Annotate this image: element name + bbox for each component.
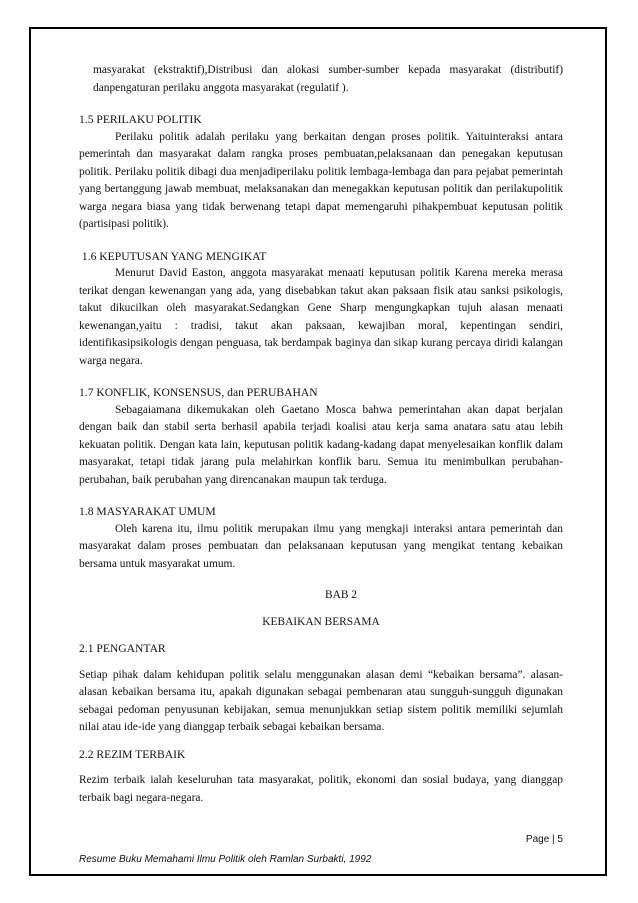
document-body <box>79 62 563 807</box>
footer-citation: Resume Buku Memahami Ilmu Politik oleh Ramlan Surbakti, 1992 <box>79 854 372 865</box>
section-body-1-6: Menurut David Easton, anggota masyarakat menaati keputusan politik Karena mereka merasa terikat dengan kewenangan yang ada, yang disebabkan takut akan paksaan fisik atau sanksi psikologis, takut dikucilkan oleh masyarakat.Sedangkan Gene Sharp mengungkapkan tujuh alasan menaati kewenangan,yaitu : tradisi, takut akan paksaan, kewajiban moral, kepentingan sendiri, identifikasipsikologis dengan penguasa, tak berdampak baginya dan sikap kurang percaya diridi kalangan warga negara. <box>79 267 563 367</box>
section-heading-1-6: 1.6 KEPUTUSAN YANG MENGIKAT <box>79 249 267 263</box>
chapter-title: KEBAIKAN BERSAMA <box>262 615 380 628</box>
section-body-1-7: Sebagaiamana dikemukakan oleh Gaetano Mosca bahwa pemerintahan akan dapat berjalan dengan baik dan stabil serta berhasil apabila terjadi koalisi atau kerja sama anatara satu atau lebih kekuatan politik. Dengan kata lain, keputusan politik kadang-kadang dapat menyelesaikan konflik dalam masyarakat, tetapi tidak jarang pula melahirkan konflik baru. Semua itu menimbulkan perubahan-perubahan, baik perubahan yang direncanakan maupun tak terduga. <box>79 403 563 486</box>
page-number: Page | 5 <box>525 834 563 845</box>
section-body-1-5: Perilaku politik adalah perilaku yang berkaitan dengan proses politik. Yaituinteraksi antara pemerintah dan masyarakat dalam rangka proses pembuatan,pelaksanaan dan penegakan keputusan politik. Perilaku politik dibagi dua menjadiperilaku politik lembaga-lembaga dan para pejabat pemerintah yang bertanggung jawab membuat, melaksanakan dan menegakkan keputusan politik dan perilakupolitik warga negara biasa yang tidak berwenang tetapi dapat memengaruhi pihakpembuat keputusan politik (partisipasi politik). <box>79 130 563 230</box>
section-heading-2-1: 2.1 PENGANTAR <box>79 642 166 655</box>
intro-paragraph: masyarakat (ekstraktif),Distribusi dan alokasi sumber-sumber kepada masyarakat (distributif) danpengaturan perilaku anggota masyarakat (regulatif ). <box>93 64 563 94</box>
section-body-2-2: Rezim terbaik ialah keseluruhan tata masyarakat, politik, ekonomi dan sosial budaya, yang dianggap terbaik bagi negara-negara. <box>79 774 563 804</box>
section-heading-1-7: 1.7 KONFLIK, KONSENSUS, dan PERUBAHAN <box>79 386 318 399</box>
section-heading-1-8: 1.8 MASYARAKAT UMUM <box>79 505 216 518</box>
section-body-2-1: Setiap pihak dalam kehidupan politik selalu menggunakan alasan demi “kebaikan bersama”. alasan-alasan kebaikan bersama itu, apakah digunakan sebagai pembenaran atau sungguh-sungguh digunakan sebagai pedoman penyusunan kebijakan, semua menunjukkan setiap sistem politik memiliki sejumlah nilai atau ide-ide yang dianggap terbaik sebagai kebaikan bersama. <box>79 668 563 733</box>
chapter-label: BAB 2 <box>325 589 357 601</box>
section-heading-2-2: 2.2 REZIM TERBAIK <box>79 747 186 761</box>
section-heading-1-5: 1.5 PERILAKU POLITIK <box>79 113 202 126</box>
section-body-1-8: Oleh karena itu, ilmu politik merupakan ilmu yang mengkaji interaksi antara pemerintah dan masyarakat dalam proses pembuatan dan pelaksanaan keputusan yang mengikat tentang kebaikan bersama untuk masyarakat umum. <box>79 522 563 570</box>
